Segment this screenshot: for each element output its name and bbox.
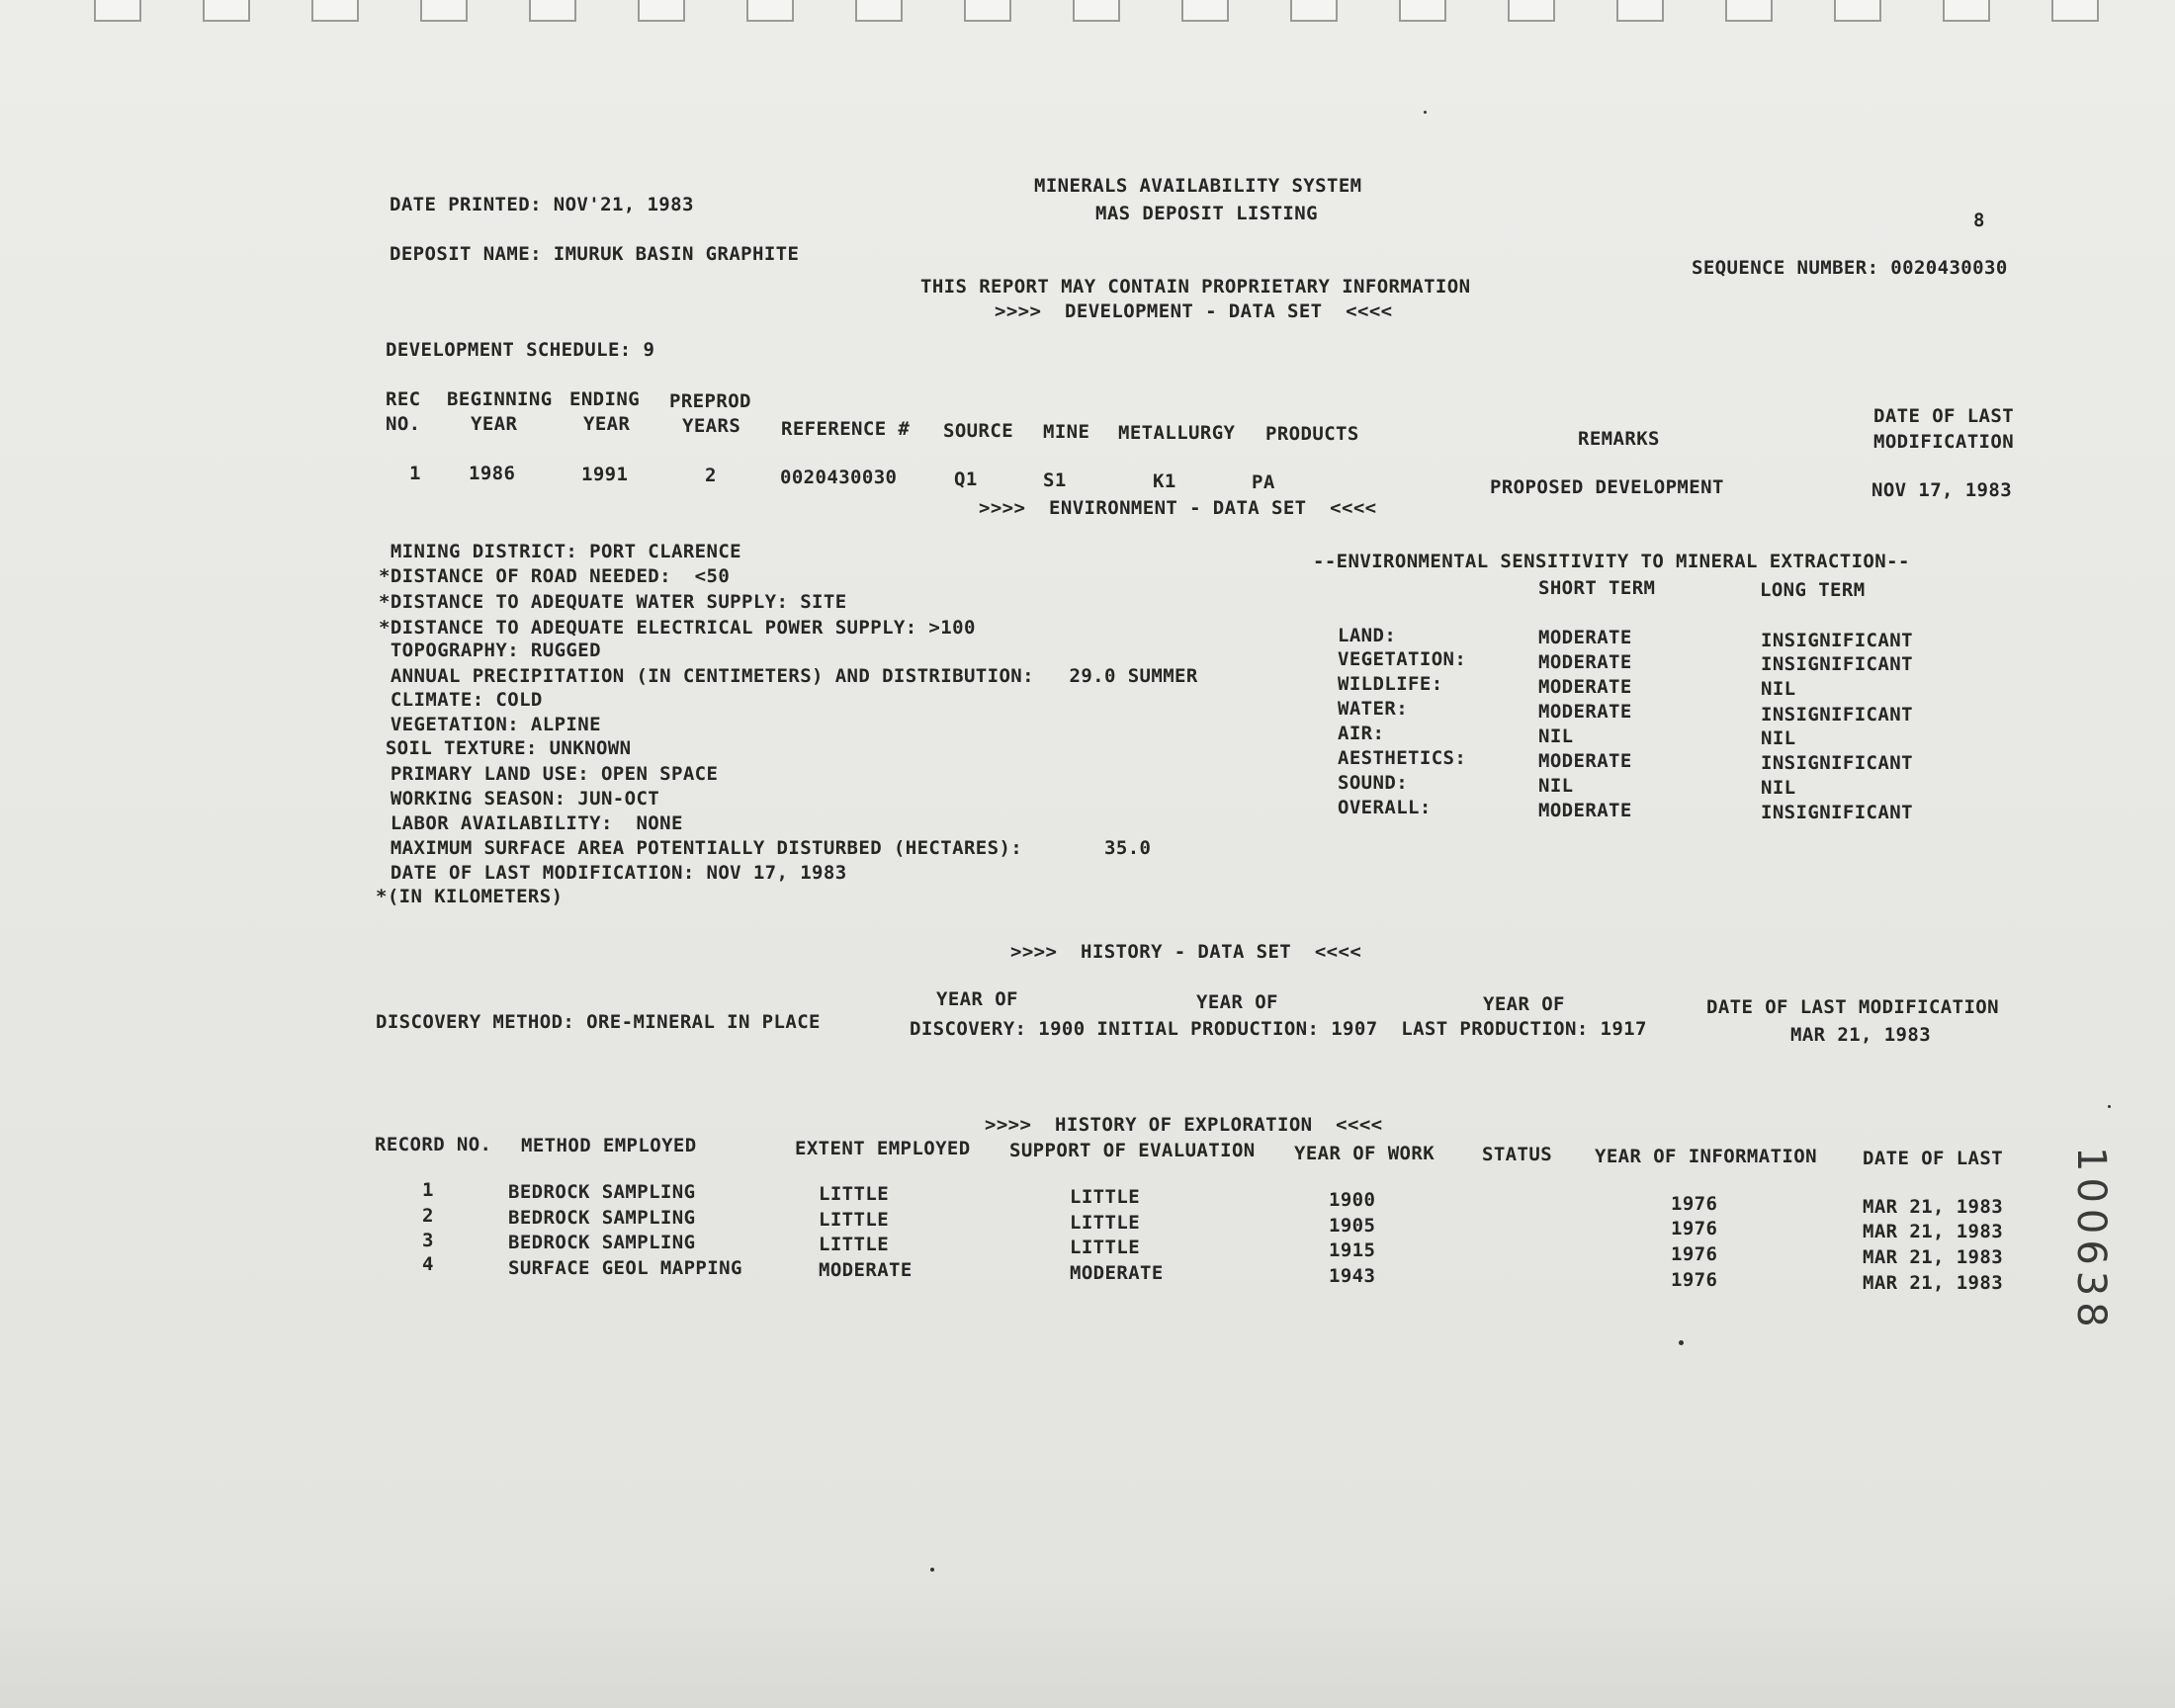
expl-row-year: 1915 bbox=[1329, 1239, 1376, 1261]
env-line: MINING DISTRICT: PORT CLARENCE bbox=[379, 541, 742, 562]
dev-row-mine: S1 bbox=[1043, 470, 1067, 491]
deposit-name: DEPOSIT NAME: IMURUK BASIN GRAPHITE bbox=[390, 243, 800, 265]
history-year-of-initial-label: YEAR OF bbox=[1196, 991, 1278, 1013]
sensitivity-short: NIL bbox=[1538, 726, 1574, 747]
expl-row-date: MAR 21, 1983 bbox=[1863, 1196, 2004, 1218]
expl-row-method: BEDROCK SAMPLING bbox=[508, 1181, 696, 1203]
expl-header-year-work: YEAR OF WORK bbox=[1294, 1143, 1436, 1164]
dev-header-metallurgy: METALLURGY bbox=[1118, 422, 1236, 444]
sensitivity-long: NIL bbox=[1761, 678, 1796, 700]
expl-row-no: 3 bbox=[422, 1230, 434, 1251]
expl-header-method: METHOD EMPLOYED bbox=[521, 1135, 697, 1156]
perforation-strip bbox=[0, 0, 2175, 30]
development-schedule: DEVELOPMENT SCHEDULE: 9 bbox=[386, 339, 655, 361]
expl-row-extent: LITTLE bbox=[819, 1183, 890, 1205]
expl-row-support: LITTLE bbox=[1070, 1237, 1141, 1258]
expl-row-no: 2 bbox=[422, 1205, 434, 1227]
sensitivity-long: INSIGNIFICANT bbox=[1761, 630, 1913, 651]
env-line: WORKING SEASON: JUN-OCT bbox=[379, 788, 660, 810]
env-line: VEGETATION: ALPINE bbox=[379, 714, 601, 735]
env-line: *DISTANCE TO ADEQUATE WATER SUPPLY: SITE bbox=[379, 591, 847, 613]
sensitivity-short: MODERATE bbox=[1538, 676, 1632, 698]
env-line: CLIMATE: COLD bbox=[379, 689, 543, 711]
proprietary-notice: THIS REPORT MAY CONTAIN PROPRIETARY INFORMATION bbox=[920, 276, 1471, 298]
listing-title: MAS DEPOSIT LISTING bbox=[1095, 203, 1318, 224]
sensitivity-long: NIL bbox=[1761, 777, 1796, 799]
expl-row-extent: MODERATE bbox=[819, 1259, 913, 1281]
history-section-title: >>>> HISTORY - DATA SET <<<< bbox=[1010, 941, 1362, 963]
env-line: DATE OF LAST MODIFICATION: NOV 17, 1983 bbox=[379, 862, 847, 884]
expl-row-method: BEDROCK SAMPLING bbox=[508, 1207, 696, 1229]
dev-header-beginning-1: BEGINNING bbox=[447, 388, 553, 410]
scan-speck bbox=[1679, 1340, 1684, 1345]
expl-row-method: BEDROCK SAMPLING bbox=[508, 1232, 696, 1253]
sequence-number: SEQUENCE NUMBER: 0020430030 bbox=[1692, 257, 2008, 279]
expl-header-extent: EXTENT EMPLOYED bbox=[795, 1138, 971, 1159]
expl-header-record: RECORD NO. bbox=[375, 1134, 492, 1155]
history-year-of-discovery-label: YEAR OF bbox=[936, 988, 1018, 1010]
dev-row-source: Q1 bbox=[954, 469, 978, 490]
expl-row-support: MODERATE bbox=[1070, 1262, 1164, 1284]
exploration-section-title: >>>> HISTORY OF EXPLORATION <<<< bbox=[985, 1114, 1383, 1136]
system-title: MINERALS AVAILABILITY SYSTEM bbox=[1034, 175, 1362, 197]
dev-row-products: PA bbox=[1252, 471, 1275, 493]
expl-row-extent: LITTLE bbox=[819, 1234, 890, 1255]
expl-header-date-last: DATE OF LAST bbox=[1863, 1148, 2004, 1169]
dev-header-beginning-2: YEAR bbox=[471, 413, 518, 435]
sensitivity-label: OVERALL: bbox=[1338, 797, 1432, 818]
env-line: *(IN KILOMETERS) bbox=[376, 886, 564, 907]
dev-row-reference: 0020430030 bbox=[780, 467, 898, 488]
expl-row-date: MAR 21, 1983 bbox=[1863, 1272, 2004, 1294]
expl-row-extent: LITTLE bbox=[819, 1209, 890, 1231]
dev-header-remarks: REMARKS bbox=[1578, 428, 1660, 450]
expl-row-info: 1976 bbox=[1671, 1193, 1718, 1215]
env-line: PRIMARY LAND USE: OPEN SPACE bbox=[379, 763, 719, 785]
sensitivity-long-term-header: LONG TERM bbox=[1760, 579, 1866, 601]
dev-header-preprod-1: PREPROD bbox=[669, 390, 751, 412]
env-line: *DISTANCE OF ROAD NEEDED: <50 bbox=[379, 565, 731, 587]
expl-row-date: MAR 21, 1983 bbox=[1863, 1246, 2004, 1268]
sensitivity-label: SOUND: bbox=[1338, 772, 1409, 794]
sensitivity-short-term-header: SHORT TERM bbox=[1538, 577, 1656, 599]
sensitivity-title: --ENVIRONMENTAL SENSITIVITY TO MINERAL EXTRACTION-- bbox=[1313, 551, 1910, 572]
expl-row-year: 1900 bbox=[1329, 1189, 1376, 1211]
sensitivity-short: NIL bbox=[1538, 775, 1574, 797]
scan-speck bbox=[930, 1568, 934, 1572]
expl-row-support: LITTLE bbox=[1070, 1212, 1141, 1234]
dev-row-metallurgy: K1 bbox=[1153, 470, 1176, 492]
dev-header-date-2: MODIFICATION bbox=[1873, 431, 2015, 453]
env-line: TOPOGRAPHY: RUGGED bbox=[379, 640, 601, 661]
sensitivity-short: MODERATE bbox=[1538, 701, 1632, 723]
page-stamp-number: 100638 bbox=[2068, 1147, 2114, 1333]
page-number: 8 bbox=[1973, 210, 1985, 231]
sensitivity-short: MODERATE bbox=[1538, 651, 1632, 673]
sensitivity-long: NIL bbox=[1761, 727, 1796, 749]
expl-header-status: STATUS bbox=[1482, 1144, 1553, 1165]
expl-row-support: LITTLE bbox=[1070, 1186, 1141, 1208]
dev-row-ending: 1991 bbox=[581, 464, 629, 485]
expl-header-support: SUPPORT OF EVALUATION bbox=[1009, 1140, 1256, 1161]
sensitivity-label: AESTHETICS: bbox=[1338, 747, 1467, 769]
sensitivity-long: INSIGNIFICANT bbox=[1761, 802, 1913, 823]
dev-header-rec-2: NO. bbox=[386, 413, 421, 435]
sensitivity-short: MODERATE bbox=[1538, 800, 1632, 821]
sensitivity-long: INSIGNIFICANT bbox=[1761, 752, 1913, 774]
history-discovery-method: DISCOVERY METHOD: ORE-MINERAL IN PLACE bbox=[376, 1011, 821, 1033]
history-date-mod-value: MAR 21, 1983 bbox=[1790, 1024, 1932, 1046]
page-stamp bbox=[2064, 1147, 2124, 1344]
development-section-title: >>>> DEVELOPMENT - DATA SET <<<< bbox=[995, 300, 1393, 322]
history-year-of-last-label: YEAR OF bbox=[1483, 993, 1565, 1015]
environment-section-title: >>>> ENVIRONMENT - DATA SET <<<< bbox=[979, 497, 1377, 519]
dev-header-ending-2: YEAR bbox=[583, 413, 631, 435]
expl-row-info: 1976 bbox=[1671, 1243, 1718, 1265]
env-line: SOIL TEXTURE: UNKNOWN bbox=[374, 737, 632, 759]
dev-header-reference: REFERENCE # bbox=[781, 418, 911, 440]
dev-row-remarks: PROPOSED DEVELOPMENT bbox=[1490, 476, 1724, 498]
expl-row-no: 4 bbox=[422, 1253, 434, 1275]
sensitivity-long: INSIGNIFICANT bbox=[1761, 653, 1913, 675]
expl-row-no: 1 bbox=[422, 1179, 434, 1201]
sensitivity-long: INSIGNIFICANT bbox=[1761, 704, 1913, 726]
sensitivity-label: WILDLIFE: bbox=[1338, 673, 1443, 695]
expl-header-year-info: YEAR OF INFORMATION bbox=[1595, 1146, 1817, 1167]
env-line: ANNUAL PRECIPITATION (IN CENTIMETERS) AND DISTRIBUTION: 29.0 SUMMER bbox=[379, 665, 1198, 687]
dev-header-rec-1: REC bbox=[386, 388, 421, 410]
dev-header-source: SOURCE bbox=[943, 420, 1014, 442]
env-line: MAXIMUM SURFACE AREA POTENTIALLY DISTURBED (HECTARES): 35.0 bbox=[379, 837, 1152, 859]
expl-row-year: 1905 bbox=[1329, 1215, 1376, 1237]
dev-row-preprod: 2 bbox=[705, 465, 717, 486]
scan-speck bbox=[1424, 111, 1427, 114]
sensitivity-label: VEGETATION: bbox=[1338, 648, 1467, 670]
expl-row-info: 1976 bbox=[1671, 1269, 1718, 1291]
dev-header-products: PRODUCTS bbox=[1265, 423, 1359, 445]
dev-header-mine: MINE bbox=[1043, 421, 1090, 443]
env-line: LABOR AVAILABILITY: NONE bbox=[379, 812, 683, 834]
date-printed: DATE PRINTED: NOV'21, 1983 bbox=[390, 194, 694, 215]
sensitivity-label: LAND: bbox=[1338, 625, 1397, 646]
expl-row-year: 1943 bbox=[1329, 1265, 1376, 1287]
env-line: *DISTANCE TO ADEQUATE ELECTRICAL POWER SUPPLY: >100 bbox=[379, 617, 976, 639]
dev-row-beginning: 1986 bbox=[469, 463, 516, 484]
history-discovery-line: DISCOVERY: 1900 INITIAL PRODUCTION: 1907 LAST PRODUCTION: 1917 bbox=[910, 1018, 1647, 1040]
dev-row-date: NOV 17, 1983 bbox=[1871, 479, 2013, 501]
dev-header-preprod-2: YEARS bbox=[682, 415, 741, 437]
dev-header-ending-1: ENDING bbox=[569, 388, 641, 410]
dev-row-rec: 1 bbox=[409, 463, 421, 484]
history-date-mod-header: DATE OF LAST MODIFICATION bbox=[1706, 996, 1999, 1018]
sensitivity-label: WATER: bbox=[1338, 698, 1409, 720]
scan-speck bbox=[2108, 1105, 2111, 1108]
sensitivity-short: MODERATE bbox=[1538, 750, 1632, 772]
dev-header-date-1: DATE OF LAST bbox=[1873, 405, 2015, 427]
sensitivity-label: AIR: bbox=[1338, 723, 1385, 744]
expl-row-method: SURFACE GEOL MAPPING bbox=[508, 1257, 742, 1279]
expl-row-date: MAR 21, 1983 bbox=[1863, 1221, 2004, 1242]
sensitivity-short: MODERATE bbox=[1538, 627, 1632, 648]
expl-row-info: 1976 bbox=[1671, 1218, 1718, 1239]
